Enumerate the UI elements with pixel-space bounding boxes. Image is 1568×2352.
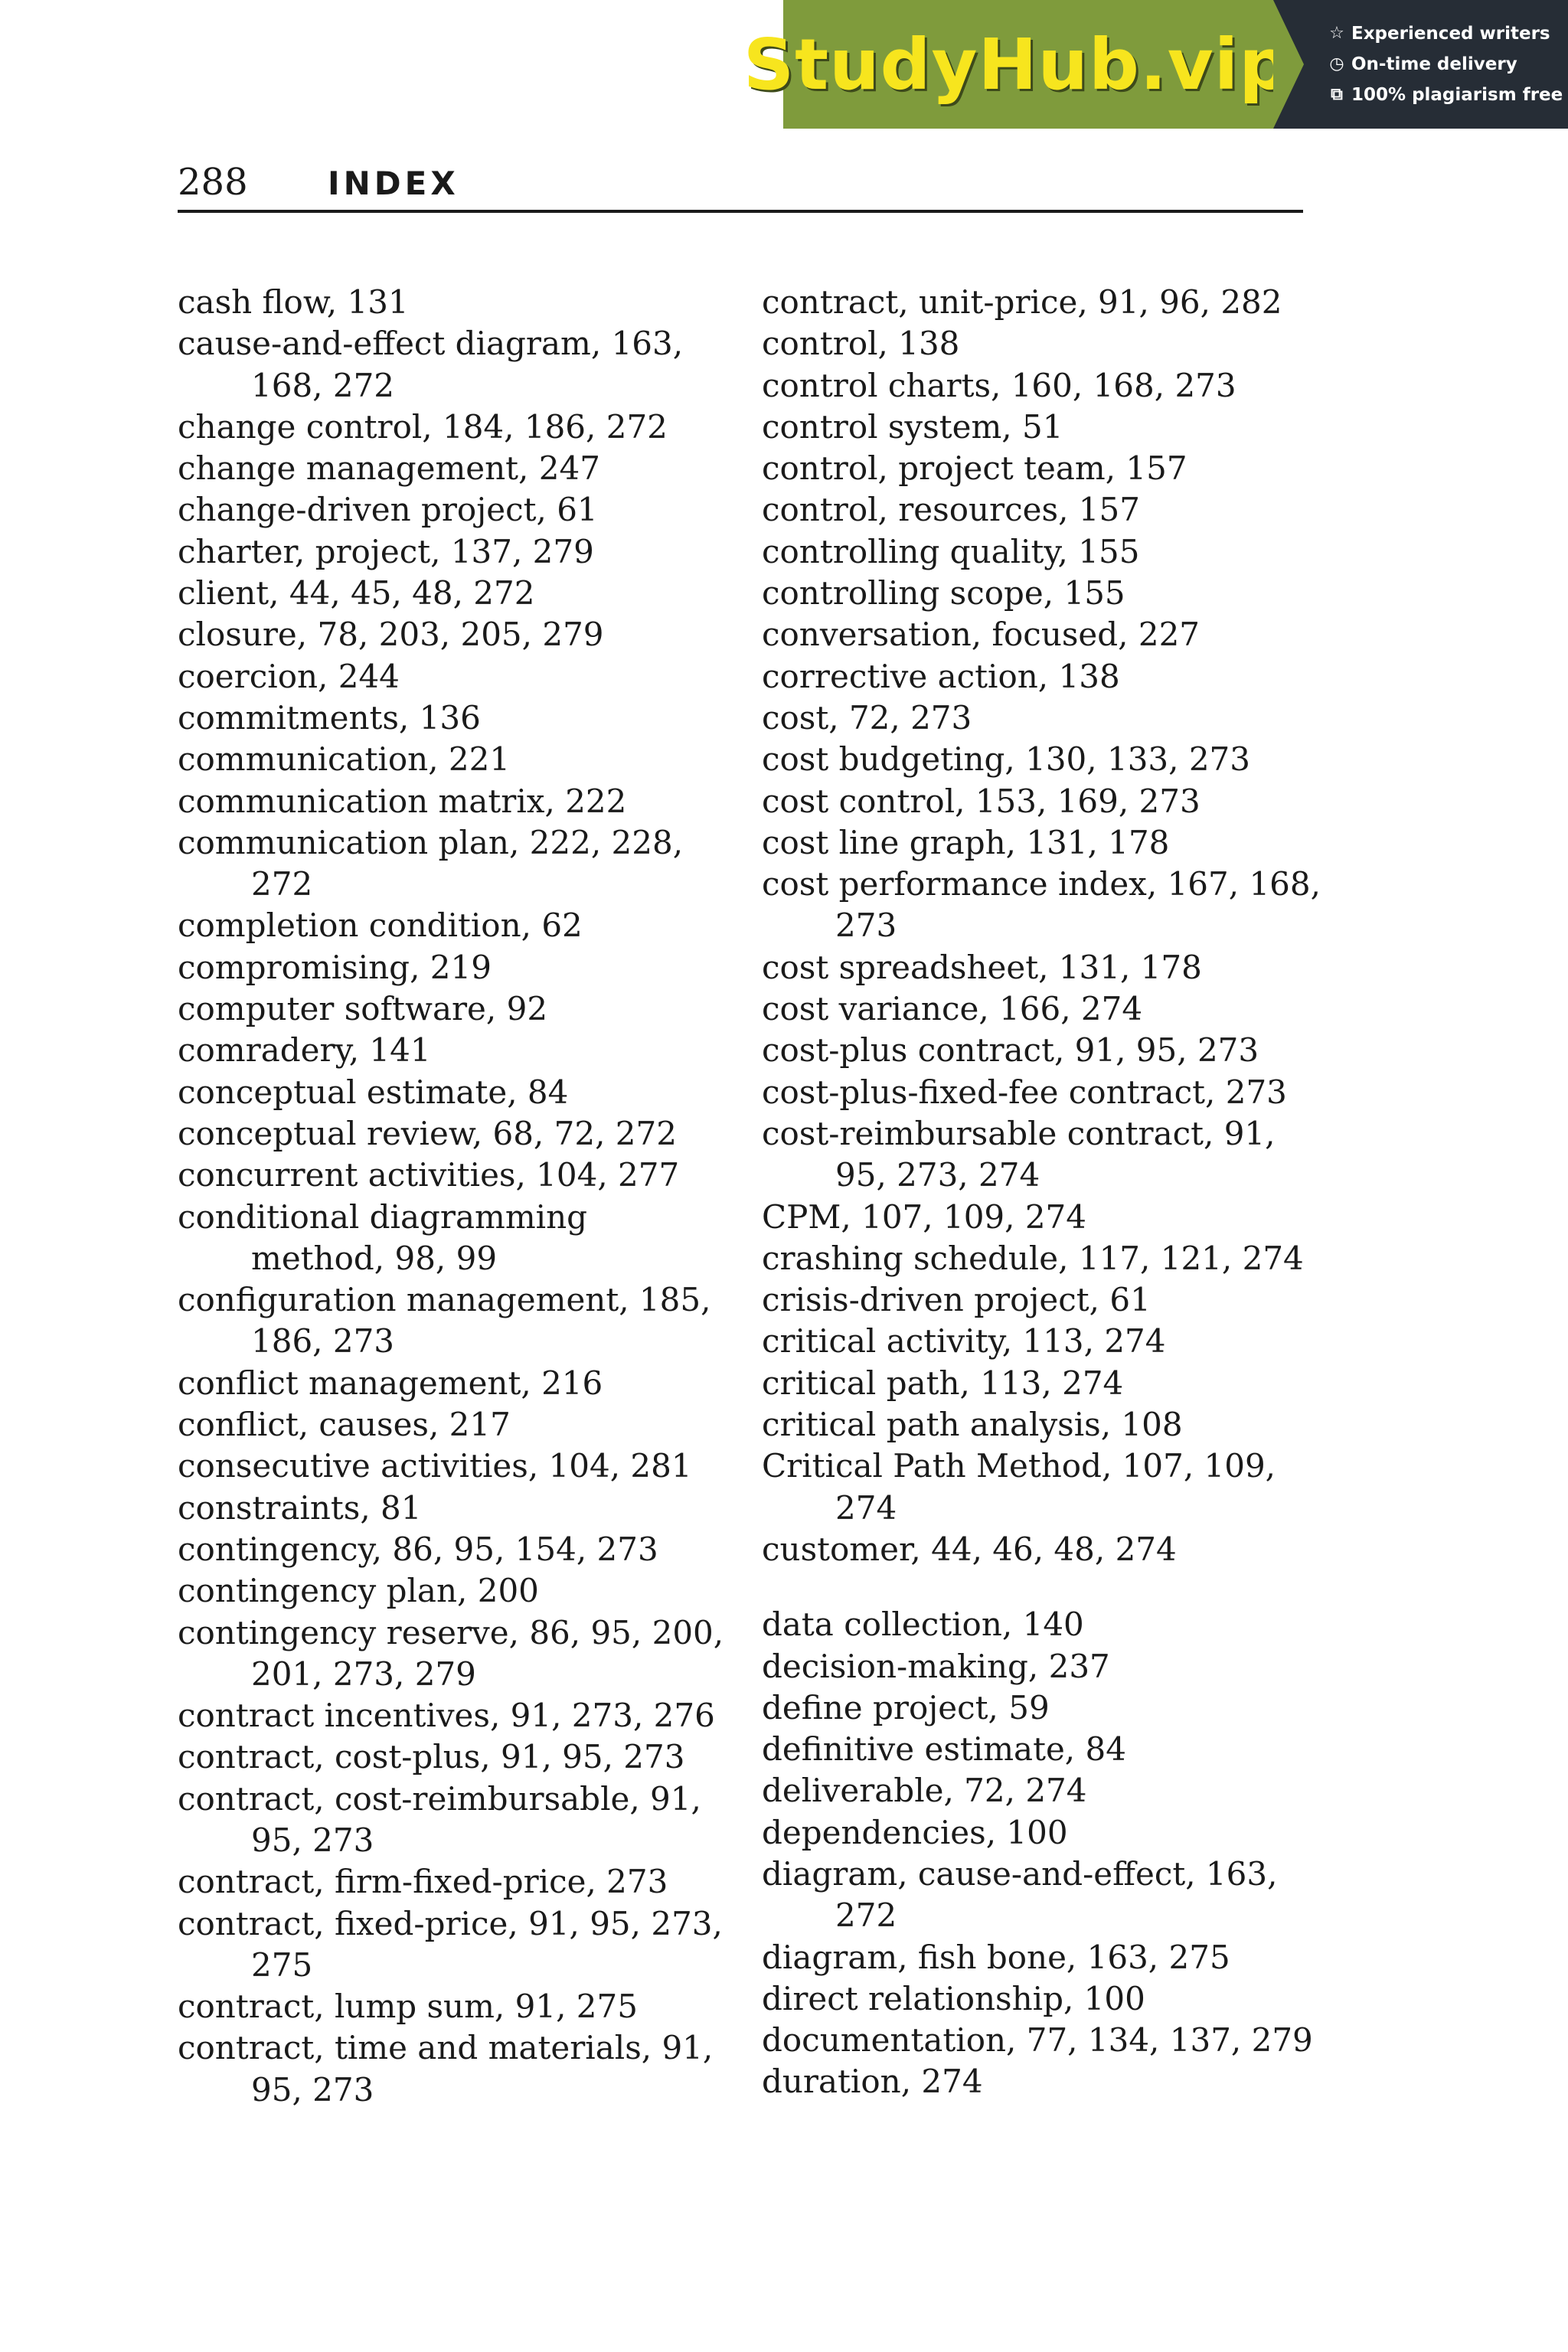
index-entry [762,573,1328,614]
index-entry [762,1363,1328,1404]
index-entry-continuation: 95, 273 [251,1821,374,1859]
studyhub-logo[interactable] [743,0,1291,129]
index-entry [178,781,744,822]
index-entry [762,947,1328,988]
index-entry-text: contingency, 86, 95, 154, 273 [178,1530,658,1568]
index-entry [178,1404,744,1446]
index-entry [178,1695,744,1736]
index-entry-text: contract, unit-price, 91, 96, 282 [762,283,1282,321]
index-entry [178,1612,744,1696]
index-entry [178,905,744,946]
index-entry-text: customer, 44, 46, 48, 274 [762,1530,1177,1568]
index-entry-text: dependencies, 100 [762,1813,1068,1851]
clock-icon: ◷ [1329,54,1344,74]
index-entry-text: communication, 221 [178,740,511,779]
index-entry [762,1646,1328,1687]
index-entry [762,1812,1328,1854]
index-entry [178,1113,744,1155]
index-entry-text: Critical Path Method, 107, 109, [762,1447,1276,1485]
index-entry-text: control, resources, 157 [762,491,1140,529]
index-entry-text: conversation, focused, 227 [762,616,1200,654]
index-entry-text: consecutive activities, 104, 281 [178,1447,692,1485]
index-entry [178,1488,744,1529]
index-entry [762,1238,1328,1279]
index-entry [178,1903,744,1987]
index-entry-text: decision-making, 237 [762,1647,1110,1685]
index-entry-continuation: 272 [251,865,313,903]
page-number: 288 [178,161,248,204]
banner-feature-label: Experienced writers [1351,24,1550,44]
index-entry-text: conflict, causes, 217 [178,1406,511,1444]
index-entry-text: direct relationship, 100 [762,1979,1145,2017]
index-entry [762,697,1328,739]
index-entry-text: CPM, 107, 109, 274 [762,1197,1086,1236]
index-entry-text: control, 138 [762,325,960,363]
index-entry-text: contract, cost-reimbursable, 91, [178,1779,701,1818]
index-entry [178,1570,744,1612]
index-entry-text: communication plan, 222, 228, [178,823,684,861]
index-entry-text: controlling scope, 155 [762,574,1125,612]
index-entry-text: change-driven project, 61 [178,491,598,529]
index-entry-continuation: 95, 273, 274 [835,1156,1040,1194]
index-entry [178,323,744,407]
index-entry [762,864,1328,947]
index-entry [762,1529,1328,1570]
promo-banner[interactable] [743,0,1568,129]
index-entry-continuation: 168, 272 [251,366,395,404]
index-entry-text: cost-plus-fixed-fee contract, 273 [762,1073,1287,1111]
index-entry [178,1155,744,1196]
index-entry [762,1197,1328,1238]
index-entry-text: comradery, 141 [178,1031,431,1070]
page-header [178,159,1303,213]
index-entry [762,1072,1328,1113]
index-entry [178,947,744,988]
index-entry-text: contingency reserve, 86, 95, 200, [178,1613,724,1651]
index-entry [762,614,1328,655]
index-entry [762,2061,1328,2102]
running-head: INDEX [328,165,459,202]
index-entry [178,1529,744,1570]
index-entry [178,988,744,1030]
index-entry-text: define project, 59 [762,1688,1050,1726]
index-entry [762,781,1328,822]
index-entry-text: contract, lump sum, 91, 275 [178,1988,638,2026]
index-entry-text: conceptual review, 68, 72, 272 [178,1114,677,1152]
index-entry [178,573,744,614]
index-entry-text: crisis-driven project, 61 [762,1281,1151,1319]
banner-feature [1327,22,1568,45]
index-entry-text: critical path analysis, 108 [762,1406,1183,1444]
index-entry-text: critical path, 113, 274 [762,1364,1124,1402]
index-entry-text: diagram, fish bone, 163, 275 [762,1938,1230,1976]
index-entry [762,1030,1328,1071]
index-entry-text: client, 44, 45, 48, 272 [178,574,535,612]
index-entry [178,822,744,906]
index-entry-text: completion condition, 62 [178,906,583,945]
index-entry [762,739,1328,780]
banner-feature-label: 100% plagiarism free [1351,85,1563,105]
index-entry-text: compromising, 219 [178,948,492,986]
logo-text: StudyHub.vip [743,23,1291,106]
index-entry [178,282,744,323]
banner-feature [1327,53,1568,76]
index-entry-text: contract incentives, 91, 273, 276 [178,1697,715,1735]
index-entry [178,1779,744,1862]
index-entry [178,489,744,531]
index-entry-text: coercion, 244 [178,657,400,695]
index-entry-text: data collection, 140 [762,1606,1084,1644]
index-entry-continuation: 275 [251,1945,313,1984]
index-entry-text: change management, 247 [178,449,600,488]
index-entry-text: control charts, 160, 168, 273 [762,366,1236,404]
index-entry-text: control system, 51 [762,407,1063,446]
index-entry-text: cost performance index, 167, 168, [762,865,1321,903]
index-entry [178,1072,744,1113]
index-entry-text: contract, cost-plus, 91, 95, 273 [178,1738,685,1776]
index-entry-text: cost-plus contract, 91, 95, 273 [762,1031,1259,1070]
index-entry [178,1030,744,1071]
copy-icon: ⧉ [1331,85,1343,104]
index-entry [178,448,744,489]
index-entry-text: constraints, 81 [178,1488,422,1527]
index-entry-continuation: 272 [835,1896,897,1935]
index-column-right [762,282,1328,2103]
index-entry [762,323,1328,364]
index-entry [178,531,744,573]
index-entry [178,739,744,780]
star-icon: ☆ [1329,24,1344,43]
index-entry [178,1736,744,1778]
index-entry [762,1978,1328,2020]
index-entry [762,1729,1328,1770]
index-entry [178,1861,744,1903]
index-entry-text: corrective action, 138 [762,657,1120,695]
banner-features [1273,0,1568,129]
index-entry-text: definitive estimate, 84 [762,1730,1126,1769]
index-entry [178,407,744,448]
index-entry-text: charter, project, 137, 279 [178,532,594,570]
index-column-left [178,282,744,2111]
index-entry-text: contingency plan, 200 [178,1572,539,1610]
index-entry-text: configuration management, 185, [178,1281,711,1319]
banner-feature-label: On-time delivery [1351,54,1517,74]
index-entry [762,1321,1328,1362]
index-entry [762,2020,1328,2061]
index-entry-text: deliverable, 72, 274 [762,1772,1087,1810]
index-entry-text: duration, 274 [762,2063,983,2101]
index-entry [178,1446,744,1487]
index-entry-continuation: 201, 273, 279 [251,1655,476,1693]
index-entry-text: commitments, 136 [178,698,481,737]
index-entry-text: communication matrix, 222 [178,782,627,820]
index-entry [762,822,1328,864]
index-entry [178,2027,744,2111]
index-entry-continuation: 273 [835,906,897,945]
index-entry-text: conceptual estimate, 84 [178,1073,569,1111]
index-entry-text: documentation, 77, 134, 137, 279 [762,2021,1313,2060]
index-entry-text: critical activity, 113, 274 [762,1322,1166,1361]
index-entry-text: cost control, 153, 169, 273 [762,782,1200,820]
index-entry-text: cash flow, 131 [178,283,409,321]
index-entry-text: cost, 72, 273 [762,698,972,737]
index-entry-text: change control, 184, 186, 272 [178,407,668,446]
index-entry-text: concurrent activities, 104, 277 [178,1156,680,1194]
index-entry [178,1197,744,1280]
index-entry-text: contract, time and materials, 91, [178,2029,714,2067]
index-entry-text: closure, 78, 203, 205, 279 [178,616,604,654]
index-entry [762,489,1328,531]
index-entry-continuation: 274 [835,1488,897,1527]
index-entry-text: conflict management, 216 [178,1364,603,1402]
index-entry [178,1363,744,1404]
index-entry-text: cost line graph, 131, 178 [762,823,1170,861]
letter-group-gap [762,1570,1328,1604]
index-entry-text: controlling quality, 155 [762,532,1140,570]
index-entry-text: conditional diagramming [178,1197,588,1236]
index-entry [762,1937,1328,1978]
index-entry [762,656,1328,697]
index-entry [178,614,744,655]
index-entry-text: control, project team, 157 [762,449,1187,488]
index-entry-text: cost-reimbursable contract, 91, [762,1114,1276,1152]
index-entry [762,1770,1328,1811]
index-entry [762,1113,1328,1197]
index-entry-text: crashing schedule, 117, 121, 274 [762,1239,1304,1277]
index-entry-continuation: method, 98, 99 [251,1239,498,1277]
index-entry [178,697,744,739]
index-entry [762,282,1328,323]
index-entry [178,1986,744,2027]
index-entry-text: computer software, 92 [178,990,548,1028]
index-entry-text: cost budgeting, 130, 133, 273 [762,740,1250,779]
index-entry [762,1446,1328,1529]
index-entry-text: contract, firm-fixed-price, 273 [178,1863,668,1901]
index-entry [762,1604,1328,1645]
index-entry-text: diagram, cause-and-effect, 163, [762,1854,1278,1893]
index-entry-text: cause-and-effect diagram, 163, [178,325,684,363]
index-entry [762,1404,1328,1446]
index-entry [762,365,1328,407]
index-entry [178,656,744,697]
index-entry-text: contract, fixed-price, 91, 95, 273, [178,1904,723,1942]
index-entry [762,1279,1328,1321]
index-entry [762,1687,1328,1729]
index-entry [762,988,1328,1030]
index-entry-text: cost variance, 166, 274 [762,990,1143,1028]
index-entry [762,1854,1328,1937]
index-entry [762,448,1328,489]
index-entry [178,1279,744,1363]
index-entry-text: cost spreadsheet, 131, 178 [762,948,1202,986]
index-entry [762,531,1328,573]
index-entry [762,407,1328,448]
banner-feature [1327,83,1568,106]
index-entry-continuation: 186, 273 [251,1322,395,1361]
index-entry-continuation: 95, 273 [251,2070,374,2109]
